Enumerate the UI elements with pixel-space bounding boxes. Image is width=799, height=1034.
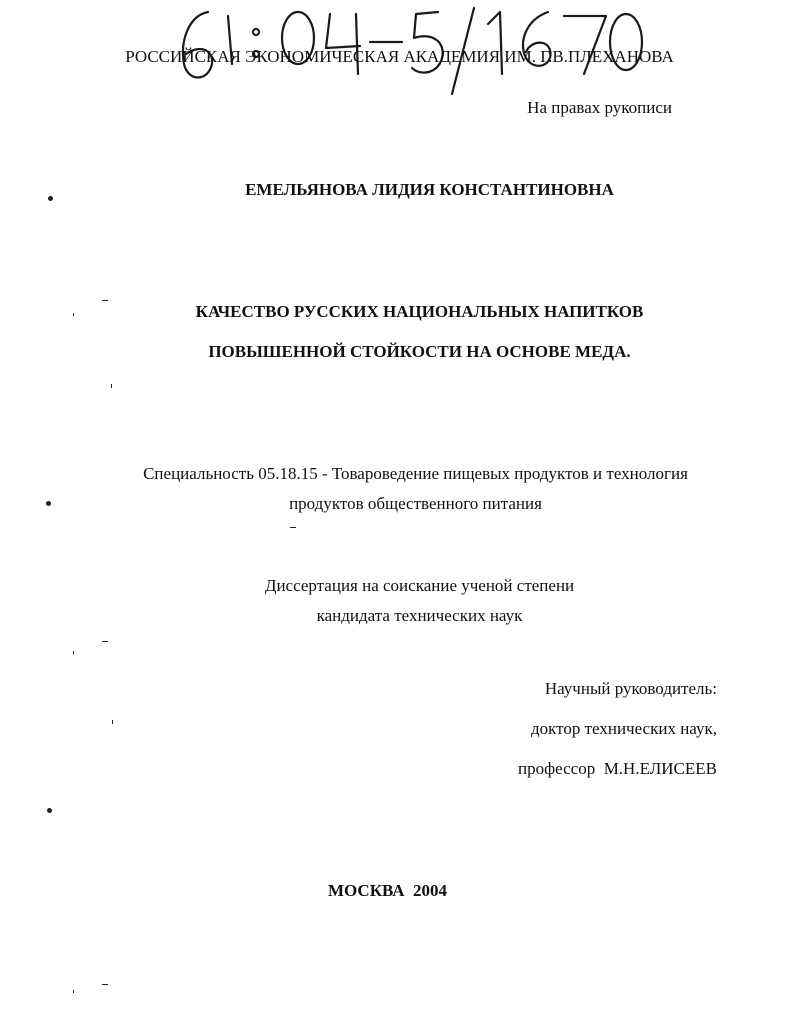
author-name: ЕМЕЛЬЯНОВА ЛИДИЯ КОНСТАНТИНОВНА bbox=[245, 180, 614, 199]
scan-speck bbox=[112, 720, 113, 724]
scan-speck bbox=[73, 990, 74, 993]
scan-speck bbox=[290, 527, 296, 528]
scan-speck bbox=[102, 984, 108, 985]
scan-speck bbox=[73, 651, 74, 654]
scan-speck bbox=[111, 384, 112, 388]
rights-note: На правах рукописи bbox=[527, 98, 672, 117]
dissertation-degree-line-1: Диссертация на соискание ученой степени bbox=[264, 576, 575, 595]
supervisor-degree: доктор технических наук, bbox=[530, 719, 717, 738]
scan-speck bbox=[73, 313, 74, 316]
thesis-title-line-1: КАЧЕСТВО РУССКИХ НАЦИОНАЛЬНЫХ НАПИТКОВ bbox=[195, 302, 644, 321]
institution-name: РОССИЙСКАЯ ЭКОНОМИЧЕСКАЯ АКАДЕМИЯ ИМ. Г.В.ПЛЕХАНОВА bbox=[125, 47, 674, 66]
city-year: МОСКВА 2004 bbox=[327, 881, 448, 900]
supervisor-label: Научный руководитель: bbox=[544, 679, 717, 698]
dissertation-degree-line-2: кандидата технических наук bbox=[316, 606, 523, 625]
specialty-line-1: Специальность 05.18.15 - Товароведение пищевых продуктов и технология bbox=[143, 464, 688, 483]
scan-speck bbox=[46, 501, 51, 506]
supervisor-name: профессор М.Н.ЕЛИСЕЕВ bbox=[518, 759, 717, 778]
scan-speck bbox=[102, 300, 108, 301]
thesis-title-line-2: ПОВЫШЕННОЙ СТОЙКОСТИ НА ОСНОВЕ МЕДА. bbox=[208, 342, 631, 361]
scan-speck bbox=[102, 641, 108, 642]
scan-speck bbox=[48, 196, 53, 201]
specialty-line-2: продуктов общественного питания bbox=[289, 494, 542, 513]
scan-speck bbox=[47, 808, 52, 813]
